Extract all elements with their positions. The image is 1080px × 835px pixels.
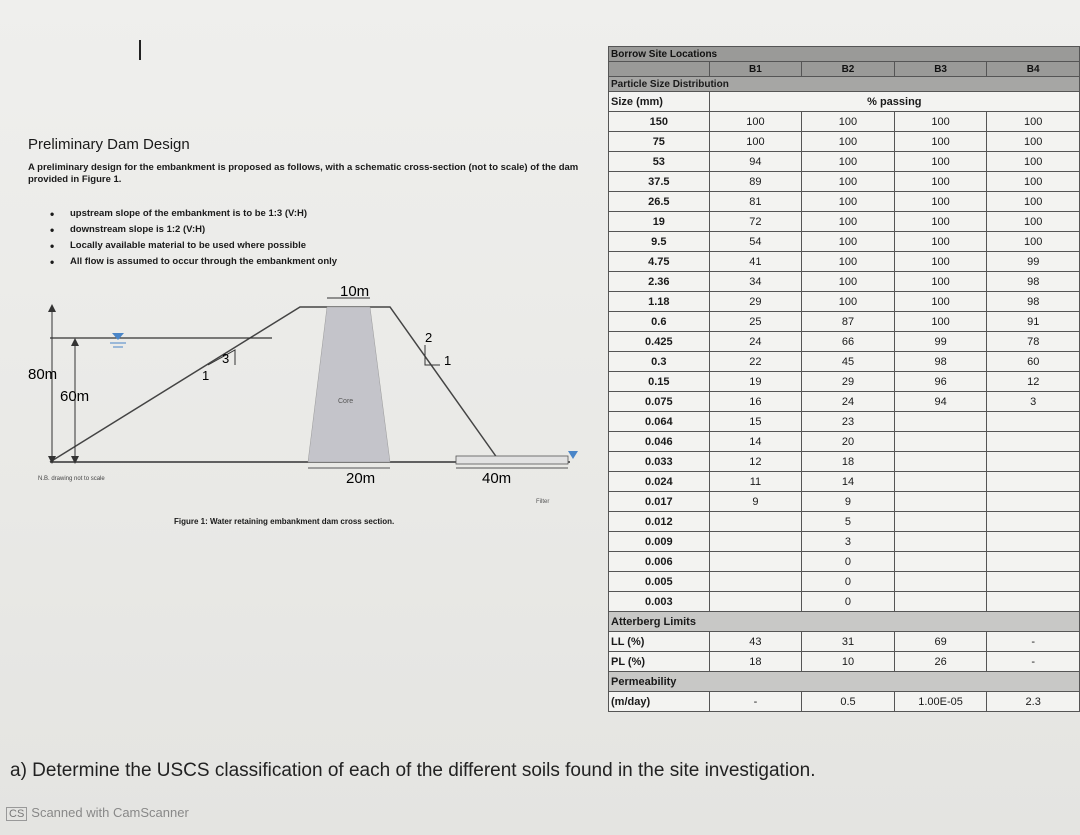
table-cell	[894, 412, 987, 432]
bullet-item: • downstream slope is 1:2 (V:H)	[50, 222, 337, 238]
table-cell: 15	[709, 412, 802, 432]
table-row	[609, 212, 1080, 232]
table-cell: 0	[802, 572, 895, 592]
site-header: B2	[802, 62, 895, 77]
table-cell: 100	[987, 232, 1080, 252]
table-cell: 100	[802, 152, 895, 172]
upstream-slope-v: 1	[202, 368, 210, 383]
table-cell: 29	[709, 292, 802, 312]
table-cell: 100	[894, 252, 987, 272]
table-cell: 72	[709, 212, 802, 232]
table-cell: 94	[894, 392, 987, 412]
figure-caption: Figure 1: Water retaining embankment dam cross section.	[174, 517, 395, 526]
permeability-row	[609, 692, 1080, 712]
table-cell: 5	[802, 512, 895, 532]
table-cell: 43	[709, 632, 802, 652]
pl-row	[609, 652, 1080, 672]
height-label: 80m	[28, 366, 58, 383]
table-cell: -	[709, 692, 802, 712]
table-row	[609, 572, 1080, 592]
table-title-row	[609, 47, 1080, 62]
table-cell: 100	[894, 192, 987, 212]
site-header-row	[609, 62, 1080, 77]
camscanner-logo-icon: CS	[6, 807, 27, 821]
table-cell: 100	[894, 312, 987, 332]
table-cell: 29	[802, 372, 895, 392]
size-header: Size (mm)	[609, 92, 710, 112]
dam-cross-section-diagram	[0, 270, 600, 510]
table-cell: 98	[987, 292, 1080, 312]
table-title: Borrow Site Locations	[609, 47, 1080, 62]
table-row	[609, 332, 1080, 352]
table-row	[609, 472, 1080, 492]
size-cell: 0.033	[609, 452, 710, 472]
table-row	[609, 552, 1080, 572]
permeability-label: (m/day)	[609, 692, 710, 712]
table-cell	[987, 512, 1080, 532]
size-cell: 75	[609, 132, 710, 152]
table-cell: 100	[802, 212, 895, 232]
table-cell: 18	[709, 652, 802, 672]
table-cell: 100	[802, 112, 895, 132]
water-depth-label: 60m	[60, 388, 90, 405]
table-row	[609, 412, 1080, 432]
size-cell: 0.046	[609, 432, 710, 452]
table-cell	[987, 452, 1080, 472]
table-cell: 98	[894, 352, 987, 372]
table-cell: 23	[802, 412, 895, 432]
table-cell: 100	[802, 172, 895, 192]
bullet-item: • Locally available material to be used where possible	[50, 238, 337, 254]
size-cell: 0.012	[609, 512, 710, 532]
size-cell: 0.064	[609, 412, 710, 432]
size-cell: 0.006	[609, 552, 710, 572]
permeability-title-row	[609, 672, 1080, 692]
table-row	[609, 172, 1080, 192]
table-row	[609, 532, 1080, 552]
table-cell: 100	[894, 172, 987, 192]
table-cell: 100	[802, 132, 895, 152]
size-cell: 2.36	[609, 272, 710, 292]
table-cell: 34	[709, 272, 802, 292]
ll-label: LL (%)	[609, 632, 710, 652]
table-cell: 100	[894, 152, 987, 172]
table-cell	[987, 432, 1080, 452]
table-cell: 100	[802, 192, 895, 212]
table-cell: 9	[709, 492, 802, 512]
size-cell: 0.15	[609, 372, 710, 392]
size-cell: 37.5	[609, 172, 710, 192]
downstream-slope-v: 2	[425, 330, 433, 345]
size-cell: 19	[609, 212, 710, 232]
table-cell: 24	[802, 392, 895, 412]
table-cell: 54	[709, 232, 802, 252]
table-cell: 87	[802, 312, 895, 332]
table-cell: 31	[802, 632, 895, 652]
text-cursor-mark	[139, 40, 141, 60]
table-cell: 20	[802, 432, 895, 452]
table-row	[609, 312, 1080, 332]
table-row	[609, 272, 1080, 292]
pl-label: PL (%)	[609, 652, 710, 672]
size-cell: 0.3	[609, 352, 710, 372]
table-cell: 24	[709, 332, 802, 352]
table-row	[609, 252, 1080, 272]
table-cell	[894, 532, 987, 552]
table-cell: 100	[987, 152, 1080, 172]
table-cell	[894, 432, 987, 452]
table-cell	[987, 592, 1080, 612]
borrow-site-table	[608, 46, 1080, 712]
atterberg-title: Atterberg Limits	[609, 612, 1080, 632]
table-cell: 89	[709, 172, 802, 192]
size-cell: 53	[609, 152, 710, 172]
table-cell: 99	[894, 332, 987, 352]
table-row	[609, 112, 1080, 132]
site-header: B3	[894, 62, 987, 77]
table-cell: 94	[709, 152, 802, 172]
table-row	[609, 232, 1080, 252]
embankment-outline	[50, 307, 500, 462]
bullet-item: • All flow is assumed to occur through the embankment only	[50, 254, 337, 270]
table-cell	[987, 492, 1080, 512]
atterberg-title-row	[609, 612, 1080, 632]
table-cell: 98	[987, 272, 1080, 292]
table-cell	[894, 472, 987, 492]
table-cell: 2.3	[987, 692, 1080, 712]
table-cell: 45	[802, 352, 895, 372]
table-cell: 100	[894, 212, 987, 232]
table-cell: 100	[802, 272, 895, 292]
table-cell: 100	[894, 232, 987, 252]
table-cell	[709, 552, 802, 572]
table-cell: 66	[802, 332, 895, 352]
table-cell	[987, 572, 1080, 592]
table-cell: 0	[802, 552, 895, 572]
table-cell: 10	[802, 652, 895, 672]
size-cell: 0.017	[609, 492, 710, 512]
table-cell: 100	[987, 192, 1080, 212]
table-cell: 100	[894, 132, 987, 152]
table-row	[609, 592, 1080, 612]
table-row	[609, 492, 1080, 512]
table-cell: 0.5	[802, 692, 895, 712]
table-cell: 14	[709, 432, 802, 452]
table-cell	[894, 592, 987, 612]
dam-core	[308, 307, 390, 462]
psd-title-row	[609, 77, 1080, 92]
table-cell: 18	[802, 452, 895, 472]
question-text: a) Determine the USCS classification of each of the different soils found in the site investigation.	[10, 760, 816, 781]
table-cell: 9	[802, 492, 895, 512]
table-cell: -	[987, 632, 1080, 652]
table-cell	[709, 512, 802, 532]
filter-label: Filter	[536, 499, 550, 505]
table-cell: 78	[987, 332, 1080, 352]
table-row	[609, 372, 1080, 392]
camscanner-text: Scanned with CamScanner	[31, 805, 189, 820]
table-cell: 12	[709, 452, 802, 472]
table-cell: 22	[709, 352, 802, 372]
table-row	[609, 512, 1080, 532]
filter-blanket	[456, 456, 568, 464]
table-cell: 41	[709, 252, 802, 272]
table-cell	[894, 552, 987, 572]
table-cell: 100	[894, 272, 987, 292]
table-cell: 100	[987, 132, 1080, 152]
table-cell	[709, 572, 802, 592]
size-cell: 0.6	[609, 312, 710, 332]
section-title: Preliminary Dam Design	[28, 136, 190, 153]
size-cell: 26.5	[609, 192, 710, 212]
table-cell	[987, 552, 1080, 572]
bullet-item: • upstream slope of the embankment is to be 1:3 (V:H)	[50, 206, 337, 222]
table-cell: 12	[987, 372, 1080, 392]
size-cell: 4.75	[609, 252, 710, 272]
table-cell: 100	[802, 292, 895, 312]
table-cell: 60	[987, 352, 1080, 372]
ll-row	[609, 632, 1080, 652]
scale-note: N.B. drawing not to scale	[38, 476, 105, 482]
table-cell: 100	[987, 172, 1080, 192]
psd-title: Particle Size Distribution	[609, 77, 1080, 92]
table-cell: 99	[987, 252, 1080, 272]
table-row	[609, 192, 1080, 212]
table-cell: 14	[802, 472, 895, 492]
core-base-label: 20m	[346, 470, 376, 487]
table-cell: 16	[709, 392, 802, 412]
intro-paragraph: A preliminary design for the embankment is proposed as follows, with a schematic cross-section (not to scale) of the dam provided in Figure 1.	[28, 162, 579, 185]
table-cell: 100	[894, 112, 987, 132]
table-cell: 25	[709, 312, 802, 332]
table-row	[609, 352, 1080, 372]
size-cell: 0.024	[609, 472, 710, 492]
table-cell: 0	[802, 592, 895, 612]
table-cell	[709, 532, 802, 552]
table-cell: 91	[987, 312, 1080, 332]
camscanner-watermark	[6, 805, 189, 821]
size-cell: 150	[609, 112, 710, 132]
table-cell	[894, 452, 987, 472]
downstream-slope-h: 1	[444, 353, 452, 368]
table-cell: 100	[709, 132, 802, 152]
table-cell: 3	[987, 392, 1080, 412]
design-bullets	[50, 206, 337, 270]
table-cell: 1.00E-05	[894, 692, 987, 712]
table-row	[609, 292, 1080, 312]
table-cell: 26	[894, 652, 987, 672]
size-cell: 9.5	[609, 232, 710, 252]
top-width-label: 10m	[340, 283, 370, 300]
table-cell: 100	[709, 112, 802, 132]
table-row	[609, 452, 1080, 472]
table-cell	[987, 532, 1080, 552]
site-header: B4	[987, 62, 1080, 77]
table-row	[609, 152, 1080, 172]
table-cell: 19	[709, 372, 802, 392]
upstream-slope-h: 3	[222, 351, 230, 366]
table-cell: 3	[802, 532, 895, 552]
table-cell: 100	[987, 212, 1080, 232]
size-cell: 0.003	[609, 592, 710, 612]
table-cell: 81	[709, 192, 802, 212]
table-cell	[987, 472, 1080, 492]
table-cell: 96	[894, 372, 987, 392]
table-cell: -	[987, 652, 1080, 672]
table-cell: 100	[802, 252, 895, 272]
table-cell	[894, 512, 987, 532]
table-cell: 11	[709, 472, 802, 492]
table-cell: 100	[894, 292, 987, 312]
size-cell: 0.009	[609, 532, 710, 552]
size-cell: 0.075	[609, 392, 710, 412]
table-row	[609, 392, 1080, 412]
size-cell: 0.005	[609, 572, 710, 592]
size-cell: 1.18	[609, 292, 710, 312]
table-row	[609, 432, 1080, 452]
permeability-title: Permeability	[609, 672, 1080, 692]
downstream-slope-triangle	[425, 345, 440, 365]
tailwater-icon	[568, 451, 578, 459]
table-cell: 69	[894, 632, 987, 652]
table-cell	[894, 572, 987, 592]
site-header: B1	[709, 62, 802, 77]
table-cell	[987, 412, 1080, 432]
table-cell: 100	[802, 232, 895, 252]
table-cell	[709, 592, 802, 612]
size-cell: 0.425	[609, 332, 710, 352]
filter-length-label: 40m	[482, 470, 512, 487]
table-row	[609, 132, 1080, 152]
core-label: Core	[338, 398, 354, 405]
table-cell	[894, 492, 987, 512]
water-level-icon	[112, 333, 124, 340]
size-header-row	[609, 92, 1080, 112]
psd-rows	[609, 112, 1080, 612]
passing-header: % passing	[709, 92, 1079, 112]
table-cell: 100	[987, 112, 1080, 132]
